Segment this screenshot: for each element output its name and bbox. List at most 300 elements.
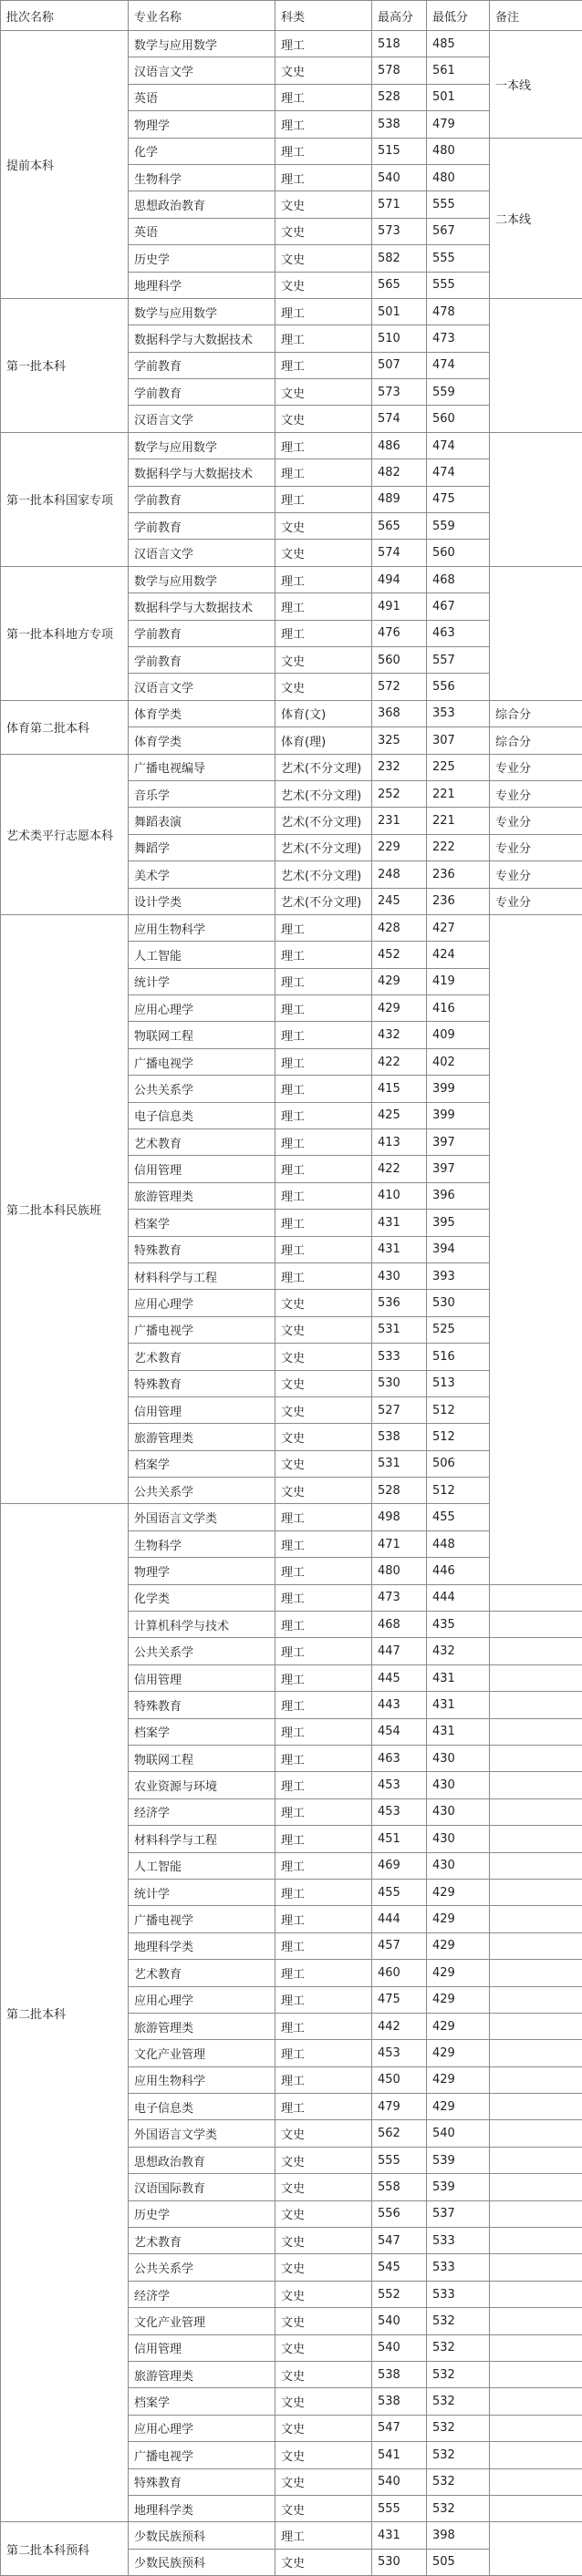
min-score: 525 [427,1316,490,1343]
max-score: 431 [372,2522,427,2549]
max-score: 555 [372,2147,427,2173]
subject-category: 理工 [275,1262,372,1289]
subject-category: 理工 [275,1530,372,1557]
min-score: 307 [427,727,490,754]
subject-category: 理工 [275,1986,372,2013]
max-score: 528 [372,1478,427,1504]
subject-category: 文史 [275,245,372,272]
major-name: 档案学 [129,1718,275,1745]
subject-category: 文史 [275,1344,372,1370]
table-row [1,914,582,941]
table-row [1,566,582,592]
min-score: 473 [427,325,490,352]
max-score: 453 [372,1772,427,1798]
note-cell [490,2013,582,2039]
min-score: 430 [427,1746,490,1772]
min-score: 532 [427,2308,490,2334]
subject-category: 文史 [275,1290,372,1316]
max-score: 560 [372,646,427,673]
note-cell [490,2361,582,2387]
note-cell [490,1612,582,1638]
subject-category: 理工 [275,2094,372,2120]
major-name: 历史学 [129,245,275,272]
major-name: 数据科学与大数据技术 [129,325,275,352]
max-score: 425 [372,1102,427,1128]
min-score: 430 [427,1772,490,1798]
max-score: 518 [372,31,427,57]
major-name: 学前教育 [129,620,275,646]
subject-category: 理工 [275,111,372,138]
major-name: 学前教育 [129,486,275,512]
batch-name: 第一批本科 [1,298,129,432]
batch-name: 体育第二批本科 [1,700,129,754]
note-cell [490,1772,582,1798]
max-score: 480 [372,1558,427,1584]
major-name: 农业资源与环境 [129,1772,275,1798]
major-name: 应用心理学 [129,2415,275,2441]
major-name: 少数民族预科 [129,2549,275,2575]
min-score: 424 [427,942,490,968]
major-name: 文化产业管理 [129,2040,275,2066]
max-score: 528 [372,84,427,110]
major-name: 舞蹈表演 [129,808,275,834]
major-name: 汉语国际教育 [129,2174,275,2200]
note-cell [490,2094,582,2120]
max-score: 547 [372,2415,427,2441]
major-name: 特殊教育 [129,1692,275,1718]
min-score: 397 [427,1156,490,1182]
major-name: 档案学 [129,2388,275,2415]
note-cell [490,1638,582,1664]
subject-category: 理工 [275,1826,372,1852]
major-name: 应用生物科学 [129,2066,275,2093]
subject-category: 理工 [275,2522,372,2549]
batch-name: 艺术类平行志愿本科 [1,754,129,914]
subject-category: 理工 [275,942,372,968]
note-cell: 专业分 [490,808,582,834]
max-score: 422 [372,1156,427,1182]
min-score: 478 [427,298,490,325]
note-cell [490,1746,582,1772]
header-category: 科类 [275,1,372,31]
major-name: 应用心理学 [129,1986,275,2013]
min-score: 559 [427,513,490,540]
min-score: 399 [427,1102,490,1128]
subject-category: 文史 [275,1450,372,1477]
min-score: 513 [427,1370,490,1396]
min-score: 512 [427,1396,490,1423]
major-name: 地理科学类 [129,1932,275,1959]
note-cell [490,2120,582,2147]
note-cell [490,1852,582,1879]
max-score: 541 [372,2442,427,2468]
min-score: 353 [427,700,490,726]
note-cell [490,2442,582,2468]
min-score: 539 [427,2174,490,2200]
min-score: 501 [427,84,490,110]
min-score: 532 [427,2495,490,2521]
subject-category: 文史 [275,2228,372,2254]
note-cell [490,2228,582,2254]
min-score: 533 [427,2228,490,2254]
note-cell [490,2147,582,2173]
subject-category: 理工 [275,1210,372,1236]
major-name: 数学与应用数学 [129,298,275,325]
max-score: 538 [372,1424,427,1450]
major-name: 数据科学与大数据技术 [129,459,275,486]
major-name: 物理学 [129,1558,275,1584]
header-max-score: 最高分 [372,1,427,31]
min-score: 221 [427,780,490,807]
major-name: 档案学 [129,1210,275,1236]
major-name: 广播电视学 [129,1906,275,1932]
max-score: 479 [372,2094,427,2120]
major-name: 化学类 [129,1584,275,1611]
note-cell [490,1986,582,2013]
major-name: 信用管理 [129,1156,275,1182]
note-cell [490,1692,582,1718]
min-score: 427 [427,914,490,941]
min-score: 429 [427,1906,490,1932]
major-name: 广播电视学 [129,1048,275,1075]
note-cell [490,2254,582,2281]
min-score: 429 [427,2040,490,2066]
min-score: 532 [427,2361,490,2387]
major-name: 地理科学类 [129,2495,275,2521]
min-score: 561 [427,57,490,84]
subject-category: 文史 [275,2254,372,2281]
subject-category: 理工 [275,164,372,191]
subject-category: 艺术(不分文理) [275,888,372,914]
min-score: 416 [427,995,490,1022]
min-score: 533 [427,2254,490,2281]
major-name: 材料科学与工程 [129,1262,275,1289]
major-name: 计算机科学与技术 [129,1612,275,1638]
min-score: 402 [427,1048,490,1075]
major-name: 旅游管理类 [129,2013,275,2039]
max-score: 574 [372,406,427,432]
max-score: 565 [372,513,427,540]
max-score: 248 [372,861,427,888]
min-score: 532 [427,2415,490,2441]
subject-category: 理工 [275,352,372,378]
max-score: 468 [372,1612,427,1638]
subject-category: 理工 [275,968,372,994]
min-score: 431 [427,1664,490,1691]
major-name: 思想政治教育 [129,191,275,218]
batch-name: 提前本科 [1,31,129,299]
major-name: 数学与应用数学 [129,31,275,57]
min-score: 512 [427,1478,490,1504]
major-name: 特殊教育 [129,2468,275,2495]
max-score: 533 [372,1344,427,1370]
subject-category: 文史 [275,674,372,700]
subject-category: 理工 [275,1798,372,1825]
max-score: 463 [372,1746,427,1772]
max-score: 410 [372,1182,427,1209]
max-score: 445 [372,1664,427,1691]
major-name: 广播电视学 [129,1316,275,1343]
subject-category: 理工 [275,1772,372,1798]
min-score: 397 [427,1129,490,1156]
major-name: 物理学 [129,111,275,138]
max-score: 545 [372,2254,427,2281]
max-score: 538 [372,111,427,138]
max-score: 558 [372,2174,427,2200]
min-score: 559 [427,379,490,406]
subject-category: 理工 [275,2040,372,2066]
subject-category: 体育(理) [275,727,372,754]
note-cell: 一本线 [490,31,582,139]
max-score: 515 [372,138,427,164]
max-score: 571 [372,191,427,218]
note-cell: 专业分 [490,754,582,780]
subject-category: 理工 [275,1022,372,1048]
subject-category: 理工 [275,138,372,164]
major-name: 美术学 [129,861,275,888]
subject-category: 文史 [275,2147,372,2173]
major-name: 艺术教育 [129,1344,275,1370]
major-name: 公共关系学 [129,1478,275,1504]
min-score: 532 [427,2388,490,2415]
max-score: 231 [372,808,427,834]
min-score: 395 [427,1210,490,1236]
max-score: 457 [372,1932,427,1959]
max-score: 442 [372,2013,427,2039]
max-score: 489 [372,486,427,512]
min-score: 467 [427,593,490,620]
min-score: 236 [427,861,490,888]
major-name: 数学与应用数学 [129,432,275,459]
min-score: 557 [427,646,490,673]
subject-category: 文史 [275,406,372,432]
min-score: 480 [427,164,490,191]
subject-category: 理工 [275,84,372,110]
header-major: 专业名称 [129,1,275,31]
note-cell [490,2040,582,2066]
subject-category: 理工 [275,1718,372,1745]
subject-category: 文史 [275,646,372,673]
header-row [1,1,582,31]
header-min-score: 最低分 [427,1,490,31]
note-cell: 专业分 [490,780,582,807]
note-cell [490,1798,582,1825]
note-cell [490,2495,582,2521]
subject-category: 理工 [275,2013,372,2039]
max-score: 582 [372,245,427,272]
max-score: 429 [372,995,427,1022]
min-score: 435 [427,1612,490,1638]
max-score: 540 [372,164,427,191]
max-score: 451 [372,1826,427,1852]
subject-category: 理工 [275,1692,372,1718]
min-score: 394 [427,1236,490,1262]
subject-category: 理工 [275,1129,372,1156]
min-score: 532 [427,2334,490,2361]
min-score: 474 [427,352,490,378]
note-cell: 专业分 [490,888,582,914]
min-score: 419 [427,968,490,994]
major-name: 文化产业管理 [129,2308,275,2334]
major-name: 生物科学 [129,164,275,191]
max-score: 573 [372,218,427,244]
major-name: 材料科学与工程 [129,1826,275,1852]
subject-category: 文史 [275,2200,372,2227]
subject-category: 文史 [275,218,372,244]
major-name: 人工智能 [129,1852,275,1879]
max-score: 476 [372,620,427,646]
max-score: 252 [372,780,427,807]
max-score: 444 [372,1906,427,1932]
subject-category: 文史 [275,2415,372,2441]
subject-category: 理工 [275,432,372,459]
min-score: 556 [427,674,490,700]
max-score: 578 [372,57,427,84]
major-name: 电子信息类 [129,2094,275,2120]
subject-category: 文史 [275,379,372,406]
batch-name: 第二批本科预科 [1,2522,129,2576]
major-name: 经济学 [129,1798,275,1825]
max-score: 428 [372,914,427,941]
subject-category: 文史 [275,2334,372,2361]
max-score: 471 [372,1530,427,1557]
note-cell [490,1932,582,1959]
subject-category: 理工 [275,995,372,1022]
note-cell [490,1664,582,1691]
note-cell: 专业分 [490,834,582,860]
subject-category: 艺术(不分文理) [275,780,372,807]
max-score: 469 [372,1852,427,1879]
major-name: 广播电视编导 [129,754,275,780]
note-cell [490,2415,582,2441]
subject-category: 文史 [275,2120,372,2147]
subject-category: 理工 [275,1076,372,1102]
subject-category: 理工 [275,1182,372,1209]
subject-category: 文史 [275,191,372,218]
max-score: 562 [372,2120,427,2147]
subject-category: 文史 [275,1396,372,1423]
max-score: 555 [372,2495,427,2521]
major-name: 物联网工程 [129,1022,275,1048]
max-score: 573 [372,379,427,406]
major-name: 外国语言文学类 [129,1504,275,1530]
min-score: 393 [427,1262,490,1289]
min-score: 540 [427,2120,490,2147]
max-score: 415 [372,1076,427,1102]
min-score: 530 [427,1290,490,1316]
subject-category: 理工 [275,566,372,592]
max-score: 552 [372,2281,427,2307]
min-score: 432 [427,1638,490,1664]
min-score: 480 [427,138,490,164]
major-name: 公共关系学 [129,2254,275,2281]
min-score: 455 [427,1504,490,1530]
major-name: 广播电视学 [129,2442,275,2468]
header-batch: 批次名称 [1,1,129,31]
subject-category: 文史 [275,513,372,540]
subject-category: 理工 [275,2066,372,2093]
major-name: 地理科学 [129,272,275,298]
max-score: 245 [372,888,427,914]
min-score: 236 [427,888,490,914]
subject-category: 理工 [275,31,372,57]
subject-category: 文史 [275,2442,372,2468]
major-name: 数据科学与大数据技术 [129,593,275,620]
min-score: 448 [427,1530,490,1557]
min-score: 474 [427,459,490,486]
subject-category: 理工 [275,1102,372,1128]
major-name: 思想政治教育 [129,2147,275,2173]
max-score: 232 [372,754,427,780]
major-name: 应用生物科学 [129,914,275,941]
max-score: 540 [372,2308,427,2334]
major-name: 生物科学 [129,1530,275,1557]
min-score: 444 [427,1584,490,1611]
min-score: 431 [427,1718,490,1745]
max-score: 540 [372,2334,427,2361]
max-score: 325 [372,727,427,754]
header-note: 备注 [490,1,582,31]
max-score: 431 [372,1210,427,1236]
max-score: 501 [372,298,427,325]
note-cell [490,2468,582,2495]
subject-category: 理工 [275,1932,372,1959]
max-score: 536 [372,1290,427,1316]
max-score: 454 [372,1718,427,1745]
note-cell [490,2522,582,2576]
major-name: 物联网工程 [129,1746,275,1772]
table-body [1,31,582,2576]
max-score: 450 [372,2066,427,2093]
subject-category: 理工 [275,1236,372,1262]
major-name: 学前教育 [129,646,275,673]
min-score: 429 [427,2013,490,2039]
subject-category: 理工 [275,1504,372,1530]
major-name: 汉语言文学 [129,540,275,566]
max-score: 229 [372,834,427,860]
subject-category: 理工 [275,1906,372,1932]
major-name: 应用心理学 [129,1290,275,1316]
major-name: 艺术教育 [129,2228,275,2254]
max-score: 453 [372,2040,427,2066]
major-name: 设计学类 [129,888,275,914]
major-name: 艺术教育 [129,1129,275,1156]
subject-category: 文史 [275,2549,372,2575]
subject-category: 文史 [275,2495,372,2521]
min-score: 560 [427,540,490,566]
subject-category: 理工 [275,1879,372,1905]
major-name: 外国语言文学类 [129,2120,275,2147]
min-score: 479 [427,111,490,138]
min-score: 430 [427,1826,490,1852]
note-cell: 二本线 [490,138,582,298]
subject-category: 文史 [275,2308,372,2334]
subject-category: 文史 [275,2468,372,2495]
table-row [1,2522,582,2549]
table-row [1,31,582,57]
major-name: 学前教育 [129,352,275,378]
subject-category: 理工 [275,459,372,486]
min-score: 555 [427,272,490,298]
subject-category: 理工 [275,1638,372,1664]
major-name: 特殊教育 [129,1370,275,1396]
note-cell [490,566,582,700]
max-score: 510 [372,325,427,352]
max-score: 538 [372,2361,427,2387]
max-score: 498 [372,1504,427,1530]
major-name: 档案学 [129,1450,275,1477]
major-name: 学前教育 [129,379,275,406]
